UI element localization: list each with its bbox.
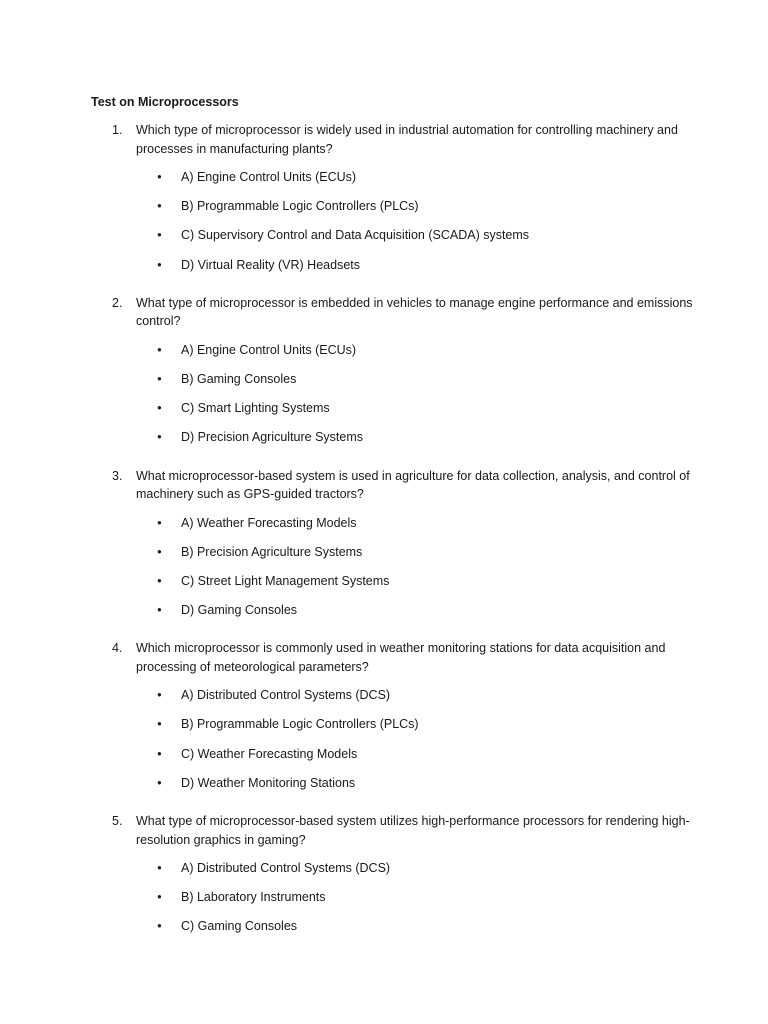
bullet-icon: ● — [157, 892, 162, 902]
question-item — [0, 121, 768, 285]
bullet-icon: ● — [157, 777, 162, 787]
answer-option — [0, 543, 768, 572]
bullet-icon: ● — [157, 201, 162, 211]
bullet-icon: ● — [157, 921, 162, 931]
answer-option — [0, 888, 768, 917]
answer-option-text: A) Weather Forecasting Models — [181, 515, 357, 530]
answer-option — [0, 399, 768, 428]
answer-option-text: B) Programmable Logic Controllers (PLCs) — [181, 717, 419, 732]
answer-option — [0, 715, 768, 744]
answer-option-list — [0, 859, 768, 947]
question-list — [0, 121, 768, 956]
question-number: 1. — [112, 123, 123, 137]
answer-option — [0, 859, 768, 888]
answer-option — [0, 428, 768, 457]
question-text: What type of microprocessor is embedded in vehicles to manage engine performance and emissions control? — [136, 295, 693, 329]
question-item — [0, 812, 768, 947]
answer-option — [0, 601, 768, 630]
bullet-icon: ● — [157, 719, 162, 729]
bullet-icon: ● — [157, 172, 162, 181]
answer-option — [0, 572, 768, 601]
answer-option-text: C) Smart Lighting Systems — [181, 401, 330, 416]
answer-option-text: A) Distributed Control Systems (DCS) — [181, 688, 391, 703]
answer-option-text: B) Gaming Consoles — [181, 371, 297, 386]
bullet-icon: ● — [157, 605, 162, 615]
bullet-icon: ● — [157, 432, 162, 442]
question-text: Which type of microprocessor is widely used in industrial automation for controlling machinery and processes in manufacturing plants? — [136, 123, 678, 156]
answer-option-text: B) Precision Agriculture Systems — [181, 544, 363, 559]
question-number: 2. — [112, 295, 123, 310]
answer-option — [0, 256, 768, 285]
answer-option — [0, 745, 768, 774]
bullet-icon: ● — [157, 344, 162, 354]
bullet-icon: ● — [157, 259, 162, 269]
answer-option-list — [0, 168, 768, 285]
answer-option-text: C) Gaming Consoles — [181, 919, 298, 934]
bullet-icon: ● — [157, 690, 162, 700]
bullet-icon: ● — [157, 546, 162, 556]
question-number: 5. — [112, 814, 123, 828]
answer-option — [0, 226, 768, 255]
answer-option-text: C) Street Light Management Systems — [181, 573, 390, 588]
document-title: Test on Microprocessors — [91, 95, 239, 109]
answer-option — [0, 168, 768, 197]
answer-option — [0, 370, 768, 399]
question-text: What type of microprocessor-based system utilizes high-performance processors for rendering high-resolution graphics in gaming? — [136, 814, 690, 847]
answer-option-text: C) Weather Forecasting Models — [181, 746, 358, 761]
answer-option-text: D) Weather Monitoring Stations — [181, 775, 356, 790]
question-item — [0, 467, 768, 631]
answer-option — [0, 197, 768, 226]
bullet-icon: ● — [157, 230, 162, 240]
question-number: 3. — [112, 468, 123, 483]
answer-option — [0, 917, 768, 946]
answer-option-text: D) Virtual Reality (VR) Headsets — [181, 257, 360, 272]
question-text: Which microprocessor is commonly used in weather monitoring stations for data acquisition and processing of meteorological parameters? — [136, 641, 666, 674]
answer-option-list — [0, 686, 768, 803]
answer-option-list — [0, 341, 768, 458]
bullet-icon: ● — [157, 373, 162, 383]
bullet-icon: ● — [157, 517, 162, 527]
bullet-icon: ● — [157, 863, 162, 872]
answer-option — [0, 341, 768, 370]
answer-option-text: A) Engine Control Units (ECUs) — [181, 170, 357, 184]
answer-option-list — [0, 514, 768, 631]
answer-option-text: A) Engine Control Units (ECUs) — [181, 342, 357, 357]
bullet-icon: ● — [157, 575, 162, 585]
question-text: What microprocessor-based system is used in agriculture for data collection, analysis, and control of machinery such as GPS-guided tractors? — [136, 468, 690, 501]
bullet-icon: ● — [157, 748, 162, 758]
answer-option-text: B) Programmable Logic Controllers (PLCs) — [181, 199, 419, 214]
answer-option — [0, 686, 768, 715]
answer-option-text: D) Precision Agriculture Systems — [181, 430, 364, 445]
answer-option — [0, 774, 768, 803]
answer-option — [0, 514, 768, 543]
answer-option-text: D) Gaming Consoles — [181, 603, 298, 618]
question-item — [0, 639, 768, 803]
answer-option-text: A) Distributed Control Systems (DCS) — [181, 861, 391, 875]
question-item — [0, 294, 768, 458]
answer-option-text: C) Supervisory Control and Data Acquisition (SCADA) systems — [181, 228, 530, 243]
question-number: 4. — [112, 641, 123, 656]
answer-option-text: B) Laboratory Instruments — [181, 890, 326, 905]
bullet-icon: ● — [157, 403, 162, 413]
